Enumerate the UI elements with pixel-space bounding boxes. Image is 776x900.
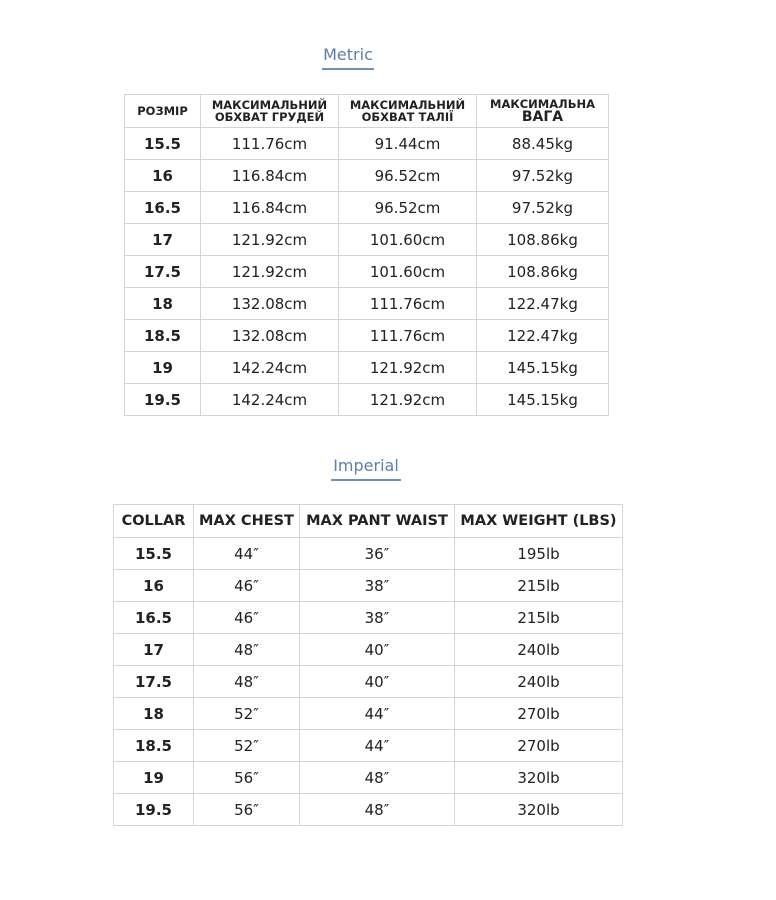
chest-cell: 56″ <box>194 762 300 794</box>
imperial-table-row <box>114 794 623 826</box>
metric-title-text: Metric <box>323 45 373 64</box>
weight-cell: 122.47kg <box>477 320 609 352</box>
weight-cell: 195lb <box>455 538 623 570</box>
imperial-title-text: Imperial <box>333 456 399 475</box>
size-cell: 16.5 <box>114 602 194 634</box>
weight-cell: 108.86kg <box>477 224 609 256</box>
weight-cell: 240lb <box>455 666 623 698</box>
waist-cell: 111.76cm <box>339 320 477 352</box>
imperial-header-waist: MAX PANT WAIST <box>300 505 455 538</box>
weight-cell: 270lb <box>455 730 623 762</box>
waist-cell: 101.60cm <box>339 256 477 288</box>
size-cell: 18 <box>125 288 201 320</box>
header-text: МАКСИМАЛЬНИЙ <box>211 98 328 112</box>
chest-cell: 44″ <box>194 538 300 570</box>
imperial-table-row <box>114 570 623 602</box>
metric-header-weight <box>477 95 609 128</box>
size-cell: 17.5 <box>125 256 201 288</box>
chest-cell: 111.76cm <box>201 128 339 160</box>
imperial-table-row <box>114 698 623 730</box>
metric-header-chest <box>201 95 339 128</box>
size-cell: 19.5 <box>114 794 194 826</box>
metric-table-row <box>125 160 609 192</box>
imperial-header-weight: MAX WEIGHT (LBS) <box>455 505 623 538</box>
waist-cell: 38″ <box>300 570 455 602</box>
header-text: ОБХВАТ ГРУДЕЙ <box>214 110 325 124</box>
imperial-table-row <box>114 538 623 570</box>
weight-cell: 240lb <box>455 634 623 666</box>
weight-cell: 88.45kg <box>477 128 609 160</box>
imperial-title-underline <box>331 479 401 481</box>
chest-cell: 48″ <box>194 666 300 698</box>
metric-header-size <box>125 95 201 128</box>
waist-cell: 111.76cm <box>339 288 477 320</box>
weight-cell: 145.15kg <box>477 352 609 384</box>
chest-cell: 48″ <box>194 634 300 666</box>
header-text: ОБХВАТ ТАЛІЇ <box>361 110 454 124</box>
chest-cell: 142.24cm <box>201 352 339 384</box>
waist-cell: 121.92cm <box>339 384 477 416</box>
size-cell: 16 <box>114 570 194 602</box>
chest-cell: 121.92cm <box>201 256 339 288</box>
waist-cell: 44″ <box>300 730 455 762</box>
chest-cell: 52″ <box>194 730 300 762</box>
metric-table-row <box>125 256 609 288</box>
waist-cell: 96.52cm <box>339 192 477 224</box>
chest-cell: 46″ <box>194 570 300 602</box>
size-cell: 17 <box>125 224 201 256</box>
imperial-header-chest: MAX CHEST <box>194 505 300 538</box>
chest-cell: 142.24cm <box>201 384 339 416</box>
size-cell: 19.5 <box>125 384 201 416</box>
chest-cell: 56″ <box>194 794 300 826</box>
weight-cell: 122.47kg <box>477 288 609 320</box>
header-text: РОЗМІР <box>137 104 188 118</box>
weight-cell: 270lb <box>455 698 623 730</box>
waist-cell: 36″ <box>300 538 455 570</box>
weight-cell: 215lb <box>455 570 623 602</box>
metric-table-row <box>125 224 609 256</box>
chest-cell: 116.84cm <box>201 160 339 192</box>
size-cell: 15.5 <box>125 128 201 160</box>
imperial-section-title[interactable] <box>331 456 401 481</box>
chest-cell: 132.08cm <box>201 288 339 320</box>
imperial-table-row <box>114 762 623 794</box>
weight-cell: 108.86kg <box>477 256 609 288</box>
imperial-table-row <box>114 602 623 634</box>
metric-table-row <box>125 192 609 224</box>
imperial-table-row <box>114 730 623 762</box>
size-cell: 17.5 <box>114 666 194 698</box>
size-cell: 18.5 <box>125 320 201 352</box>
waist-cell: 48″ <box>300 794 455 826</box>
waist-cell: 101.60cm <box>339 224 477 256</box>
weight-cell: 97.52kg <box>477 160 609 192</box>
imperial-table-row <box>114 666 623 698</box>
weight-cell: 320lb <box>455 794 623 826</box>
size-cell: 17 <box>114 634 194 666</box>
metric-section-title[interactable] <box>322 45 374 70</box>
size-cell: 16.5 <box>125 192 201 224</box>
size-cell: 19 <box>125 352 201 384</box>
metric-table-row <box>125 384 609 416</box>
chest-cell: 52″ <box>194 698 300 730</box>
metric-table-row <box>125 320 609 352</box>
chest-cell: 46″ <box>194 602 300 634</box>
metric-table-row <box>125 352 609 384</box>
weight-cell: 320lb <box>455 762 623 794</box>
waist-cell: 96.52cm <box>339 160 477 192</box>
size-cell: 15.5 <box>114 538 194 570</box>
header-text: ВАГА <box>521 109 564 125</box>
size-cell: 18 <box>114 698 194 730</box>
metric-header-waist <box>339 95 477 128</box>
waist-cell: 44″ <box>300 698 455 730</box>
size-cell: 18.5 <box>114 730 194 762</box>
waist-cell: 38″ <box>300 602 455 634</box>
size-cell: 19 <box>114 762 194 794</box>
metric-title-underline <box>322 68 374 70</box>
imperial-header-row <box>114 505 623 538</box>
waist-cell: 40″ <box>300 634 455 666</box>
chest-cell: 116.84cm <box>201 192 339 224</box>
waist-cell: 121.92cm <box>339 352 477 384</box>
weight-cell: 215lb <box>455 602 623 634</box>
weight-cell: 145.15kg <box>477 384 609 416</box>
header-text: МАКСИМАЛЬНИЙ <box>349 98 466 112</box>
waist-cell: 91.44cm <box>339 128 477 160</box>
weight-cell: 97.52kg <box>477 192 609 224</box>
imperial-size-table <box>113 504 623 826</box>
header-text: МАКСИМАЛЬНА <box>490 97 595 111</box>
imperial-table-row <box>114 634 623 666</box>
chest-cell: 121.92cm <box>201 224 339 256</box>
metric-table-row <box>125 288 609 320</box>
metric-header-row <box>125 95 609 128</box>
chest-cell: 132.08cm <box>201 320 339 352</box>
imperial-header-collar: COLLAR <box>114 505 194 538</box>
waist-cell: 40″ <box>300 666 455 698</box>
size-cell: 16 <box>125 160 201 192</box>
metric-size-table <box>124 94 609 416</box>
waist-cell: 48″ <box>300 762 455 794</box>
metric-table-row <box>125 128 609 160</box>
